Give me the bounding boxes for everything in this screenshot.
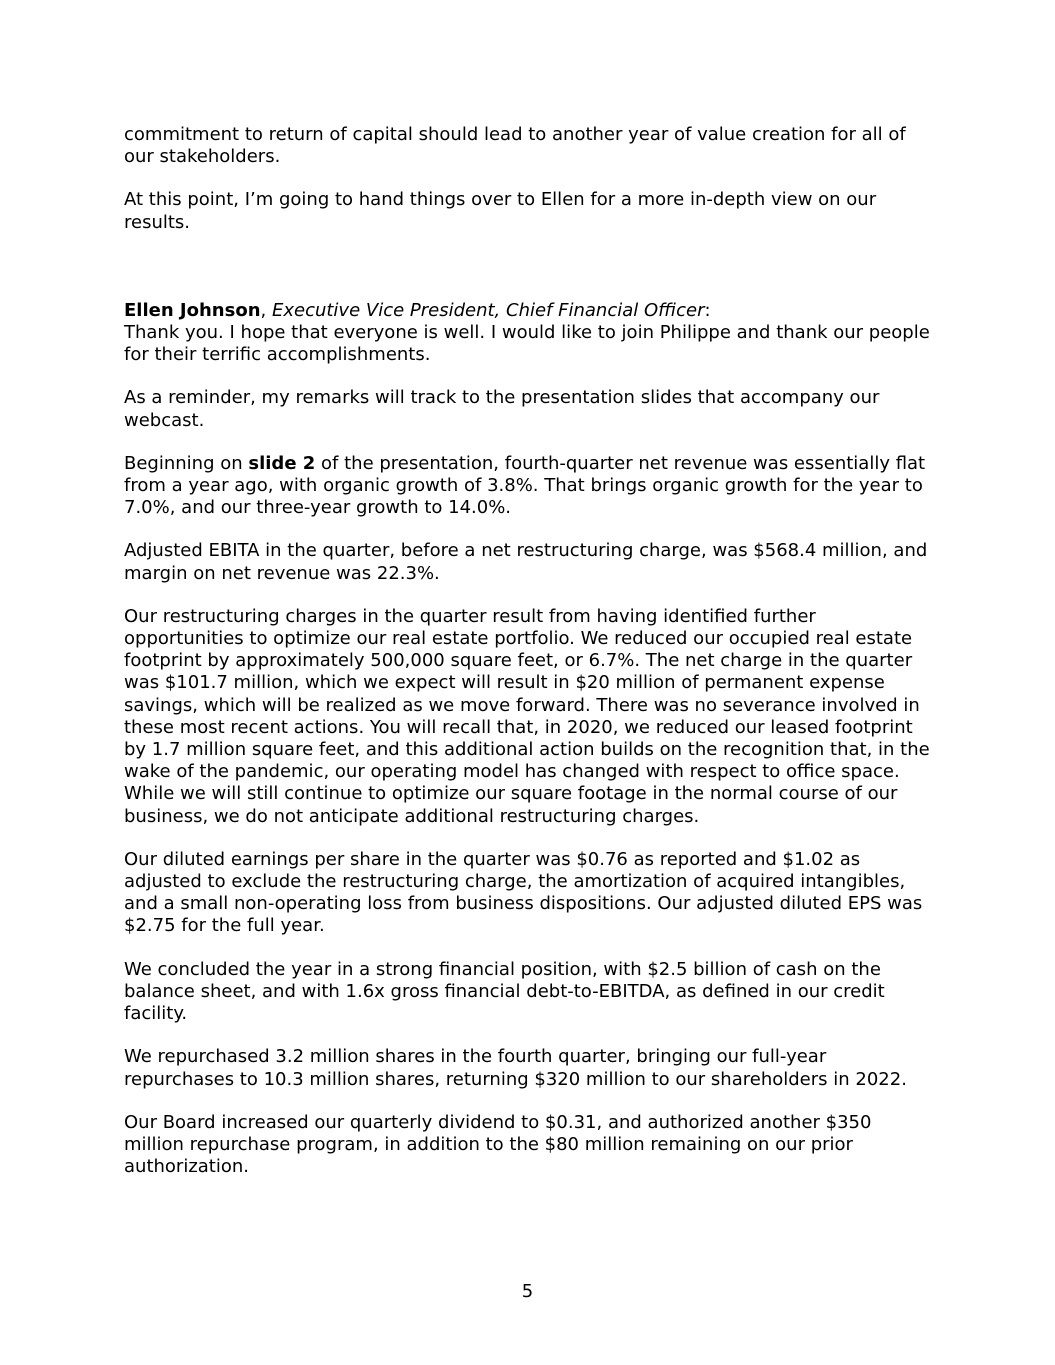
paragraph-reminder: As a reminder, my remarks will track to the presentation slides that accompany our webcast. [124,387,880,431]
slide-para-after: of the presentation, fourth-quarter net revenue was essentially flat from a year ago, with organic growth of 3.8%. That brings organic growth for the year to 7.0%, and our three-year growth to 14.0%. [124,452,926,519]
paragraph-dividend: Our Board increased our quarterly dividend to $0.31, and authorized another $350 million repurchase program, in addition to the $80 million remaining on our prior authorization. [124,1111,872,1178]
speaker-name: Ellen Johnson [124,299,261,321]
paragraph-handover: At this point, I’m going to hand things over to Ellen for a more in-depth view on our results. [124,189,877,233]
slide-para-before: Beginning on [124,452,249,474]
speaker-separator: , [260,299,272,321]
paragraph-opening: Thank you. I hope that everyone is well. I would like to join Philippe and thank our people for their terrific accomplishments. [124,322,930,366]
paragraph-restructuring: Our restructuring charges in the quarter result from having identified further opportunities to optimize our real estate portfolio. We reduced our occupied real estate footprint by approximately 500,000 square feet, or 6.7%. The net charge in the quarter was $101.7 million, which we expect will result in $20 million of permanent expense savings, which will be realized as we move forward. There was no severance involved in these most recent actions. You will recall that, in 2020, we reduced our leased footprint by 1.7 million square feet, and this additional action builds on the recognition that, in the wake of the pandemic, our operating model has changed with respect to office space. While we will still continue to optimize our square footage in the normal course of our business, we do not anticipate additional restructuring charges. [124,605,930,827]
speaker-title: Executive Vice President, Chief Financial Officer [271,299,705,321]
document-body [124,124,934,1199]
speaker-colon: : [704,299,711,321]
paragraph-financial-position: We concluded the year in a strong financial position, with $2.5 billion of cash on the balance sheet, and with 1.6x gross financial debt-to-EBITDA, as defined in our credit facility. [124,958,885,1025]
speaker-line [124,300,934,322]
paragraph-stakeholders: commitment to return of capital should lead to another year of value creation for all of our stakeholders. [124,124,906,168]
page-number: 5 [521,1281,534,1302]
slide-reference: slide 2 [248,452,316,474]
paragraph-slide-2 [124,453,934,520]
paragraph-repurchases: We repurchased 3.2 million shares in the fourth quarter, bringing our full-year repurchases to 10.3 million shares, returning $320 million to our shareholders in 2022. [124,1046,907,1090]
paragraph-eps: Our diluted earnings per share in the quarter was $0.76 as reported and $1.02 as adjusted to exclude the restructuring charge, the amortization of acquired intangibles, and a small non-operating loss from business dispositions. Our adjusted diluted EPS was $2.75 for the full year. [124,848,923,937]
paragraph-adjusted-ebita: Adjusted EBITA in the quarter, before a net restructuring charge, was $568.4 million, and margin on net revenue was 22.3%. [124,540,928,584]
